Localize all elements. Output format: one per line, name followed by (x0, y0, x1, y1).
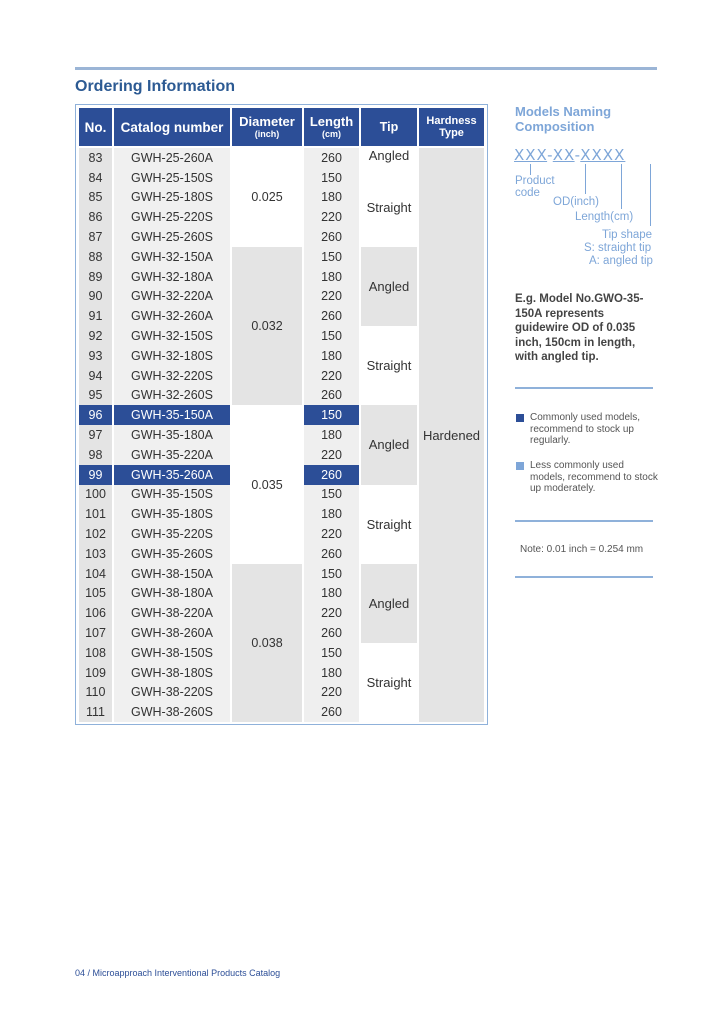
label-product-code: Product code (515, 175, 555, 199)
naming-title: Models Naming Composition (515, 104, 612, 134)
divider-2 (515, 520, 653, 522)
legend-less-common-text: Less commonly used models, recommend to stock up moderately. (530, 460, 658, 494)
top-divider (75, 67, 657, 70)
cell-no: 97 (79, 425, 114, 445)
header-hardness-type (419, 108, 486, 148)
code-product: XXX (514, 146, 548, 164)
cell-catalog-number: GWH-35-260S (114, 544, 232, 564)
cell-catalog-number: GWH-25-180S (114, 188, 232, 208)
cell-length: 150 (304, 485, 361, 505)
header-tip: Tip (361, 108, 419, 148)
header-diameter-label: Diameter (239, 114, 295, 129)
header-hardness-line1: Hardness (426, 115, 477, 127)
cell-catalog-number: GWH-25-260S (114, 227, 232, 247)
cell-diameter: 0.035 (232, 405, 304, 563)
header-length-label: Length (309, 114, 354, 129)
cell-tip: Straight (361, 643, 419, 722)
cell-no: 103 (79, 544, 114, 564)
cell-catalog-number: GWH-32-150A (114, 247, 232, 267)
connector-tip (650, 164, 651, 226)
label-straight-tip: S: straight tip (584, 242, 652, 254)
cell-no: 105 (79, 584, 114, 604)
cell-length: 180 (304, 584, 361, 604)
cell-hardness-type: Hardened (419, 148, 486, 722)
cell-catalog-number: GWH-38-220A (114, 603, 232, 623)
cell-length: 180 (304, 425, 361, 445)
cell-length: 260 (304, 702, 361, 722)
legend-less-common-swatch (516, 462, 524, 470)
cell-tip: Straight (361, 168, 419, 247)
cell-catalog-number: GWH-32-180S (114, 346, 232, 366)
cell-no: 110 (79, 683, 114, 703)
cell-length: 260 (304, 465, 361, 485)
cell-no: 92 (79, 326, 114, 346)
cell-no: 111 (79, 702, 114, 722)
cell-length: 220 (304, 445, 361, 465)
cell-tip: Angled (361, 247, 419, 326)
code-sep-1: - (547, 146, 553, 164)
cell-catalog-number: GWH-38-220S (114, 683, 232, 703)
cell-length: 220 (304, 524, 361, 544)
cell-catalog-number: GWH-25-260A (114, 148, 232, 168)
cell-no: 94 (79, 366, 114, 386)
cell-catalog-number: GWH-38-150A (114, 564, 232, 584)
cell-no: 90 (79, 287, 114, 307)
cell-length: 260 (304, 306, 361, 326)
cell-no: 102 (79, 524, 114, 544)
cell-no: 107 (79, 623, 114, 643)
cell-no: 100 (79, 485, 114, 505)
cell-length: 260 (304, 227, 361, 247)
cell-length: 150 (304, 405, 361, 425)
cell-no: 86 (79, 207, 114, 227)
cell-length: 150 (304, 326, 361, 346)
cell-no: 99 (79, 465, 114, 485)
header-length-unit: (cm) (321, 129, 341, 139)
cell-catalog-number: GWH-38-180S (114, 663, 232, 683)
cell-catalog-number: GWH-35-150S (114, 485, 232, 505)
cell-catalog-number: GWH-32-180A (114, 267, 232, 287)
code-sep-2: - (574, 146, 581, 164)
table-body (79, 148, 486, 722)
cell-catalog-number: GWH-35-220S (114, 524, 232, 544)
cell-catalog-number: GWH-38-150S (114, 643, 232, 663)
cell-catalog-number: GWH-32-260S (114, 386, 232, 406)
cell-length: 150 (304, 168, 361, 188)
naming-code (514, 146, 625, 165)
cell-tip: Angled (361, 148, 419, 168)
cell-catalog-number: GWH-35-220A (114, 445, 232, 465)
cell-no: 84 (79, 168, 114, 188)
cell-length: 180 (304, 188, 361, 208)
cell-catalog-number: GWH-35-260A (114, 465, 232, 485)
code-length-tip: XXXX (580, 146, 626, 164)
legend-common-text: Commonly used models, recommend to stock up regularly. (530, 412, 641, 446)
cell-catalog-number: GWH-32-260A (114, 306, 232, 326)
cell-catalog-number: GWH-35-150A (114, 405, 232, 425)
cell-catalog-number: GWH-32-150S (114, 326, 232, 346)
cell-tip: Straight (361, 485, 419, 564)
cell-no: 91 (79, 306, 114, 326)
cell-no: 101 (79, 504, 114, 524)
cell-length: 150 (304, 247, 361, 267)
cell-catalog-number: GWH-32-220S (114, 366, 232, 386)
cell-tip: Angled (361, 405, 419, 484)
cell-catalog-number: GWH-25-150S (114, 168, 232, 188)
footer-text: 04 / Microapproach Interventional Products Catalog (75, 968, 281, 978)
cell-no: 85 (79, 188, 114, 208)
cell-length: 220 (304, 366, 361, 386)
connector-length (621, 164, 622, 209)
cell-diameter: 0.032 (232, 247, 304, 405)
cell-catalog-number: GWH-38-260S (114, 702, 232, 722)
cell-no: 95 (79, 386, 114, 406)
label-angled-tip: A: angled tip (589, 255, 653, 267)
cell-no: 106 (79, 603, 114, 623)
cell-no: 89 (79, 267, 114, 287)
cell-catalog-number: GWH-38-180A (114, 584, 232, 604)
cell-tip: Angled (361, 564, 419, 643)
cell-diameter: 0.038 (232, 564, 304, 722)
cell-length: 220 (304, 207, 361, 227)
cell-no: 109 (79, 663, 114, 683)
header-no: No. (79, 108, 114, 148)
section-title: Ordering Information (75, 78, 235, 95)
example-text: E.g. Model No.GWO-35-150A represents guidewire OD of 0.035 inch, 150cm in length, with angled tip. (515, 293, 644, 363)
cell-no: 93 (79, 346, 114, 366)
cell-catalog-number: GWH-38-260A (114, 623, 232, 643)
cell-length: 180 (304, 267, 361, 287)
cell-no: 98 (79, 445, 114, 465)
code-od: XX (552, 146, 575, 164)
cell-no: 87 (79, 227, 114, 247)
connector-od (585, 164, 586, 194)
header-diameter-unit: (inch) (254, 129, 280, 139)
table-row (79, 148, 486, 168)
cell-length: 180 (304, 663, 361, 683)
legend-common-swatch (516, 414, 524, 422)
label-length: Length(cm) (575, 211, 634, 223)
cell-catalog-number: GWH-35-180A (114, 425, 232, 445)
cell-catalog-number: GWH-25-220S (114, 207, 232, 227)
conversion-note: Note: 0.01 inch = 0.254 mm (520, 544, 644, 555)
label-od: OD(inch) (553, 196, 600, 208)
cell-tip: Straight (361, 326, 419, 405)
cell-length: 260 (304, 148, 361, 168)
cell-length: 220 (304, 683, 361, 703)
cell-length: 260 (304, 386, 361, 406)
cell-length: 220 (304, 603, 361, 623)
cell-no: 96 (79, 405, 114, 425)
label-tip-shape: Tip shape (602, 229, 653, 241)
cell-catalog-number: GWH-32-220A (114, 287, 232, 307)
header-length (304, 108, 361, 148)
ordering-table (79, 108, 486, 722)
header-hardness-line2: Type (439, 127, 464, 139)
header-diameter (232, 108, 304, 148)
cell-no: 83 (79, 148, 114, 168)
cell-length: 180 (304, 346, 361, 366)
cell-length: 150 (304, 643, 361, 663)
cell-length: 180 (304, 504, 361, 524)
cell-no: 108 (79, 643, 114, 663)
cell-length: 260 (304, 623, 361, 643)
cell-no: 88 (79, 247, 114, 267)
divider-3 (515, 576, 653, 578)
cell-length: 220 (304, 287, 361, 307)
cell-length: 260 (304, 544, 361, 564)
header-catalog-number: Catalog number (114, 108, 232, 148)
cell-no: 104 (79, 564, 114, 584)
cell-diameter: 0.025 (232, 148, 304, 247)
cell-catalog-number: GWH-35-180S (114, 504, 232, 524)
divider-1 (515, 387, 653, 389)
table-header-row (79, 108, 486, 148)
cell-length: 150 (304, 564, 361, 584)
connector-product (530, 164, 531, 175)
